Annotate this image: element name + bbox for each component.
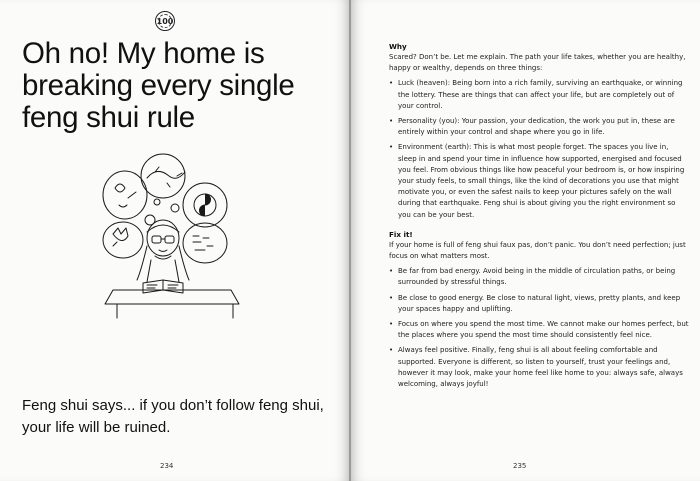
fix-list [389, 266, 689, 390]
page-title: Oh no! My home is breaking every single feng shui rule [22, 37, 295, 134]
page-badge: 100 [155, 11, 175, 31]
fix-intro: If your home is full of feng shui faux pas, don’t panic. You don’t need perfection; just focus on what matters most. [389, 240, 686, 261]
luck-bubble [103, 171, 147, 219]
list-item: • Be far from bad energy. Avoid being in the middle of circulation paths, or being surrounded by stressful things. [389, 266, 689, 288]
why-list [389, 78, 689, 220]
left-page [0, 0, 349, 481]
list-item: • Always feel positive. Finally, feng shui is all about feeling comfortable and supported. Everyone is different, so listen to yourself, trust your feelings and, however it may look, make your home feel like home to you: always safe, always welcoming, always joyful! [389, 345, 689, 390]
list-item: • Environment (earth): This is what most people forget. The spaces you live in, sleep in and spend your time in influence how supported, energised and focused you feel. From obvious things like how peaceful your bedroom is, or how inspiring your study feels, to small things, like the kind of decorations you use that might motivate you, or even the safest nails to keep your pictures safely on the wall during that earthquake. Feng shui is about giving you the right environment so you can be your best. [389, 142, 689, 220]
right-page [351, 0, 700, 481]
caption: Feng shui says... if you don’t follow feng shui, your life will be ruined. [22, 397, 324, 436]
feng-shui-illustration [95, 150, 255, 320]
article-body [389, 42, 689, 394]
list-item: • Luck (heaven): Being born into a rich family, surviving an earthquake, or winning the lottery. These are things that can affect your life, but are completely out of your control. [389, 78, 689, 112]
list-item: • Personality (you): Your passion, your dedication, the work you put in, these are entirely within your control and shape where you go in life. [389, 116, 689, 138]
page-number-right: 235 [513, 462, 527, 470]
fix-heading: Fix it! [389, 229, 413, 239]
list-item: • Be close to good energy. Be close to natural light, views, pretty plants, and keep your spaces happy and uplifting. [389, 293, 689, 315]
dragon-bubble [141, 154, 185, 198]
why-intro: Scared? Don’t be. Let me explain. The path your life takes, whether you are healthy, happy or wealthy, depends on three things: [389, 53, 686, 73]
why-heading: Why [389, 42, 407, 51]
list-item: • Focus on where you spend the most time. We cannot make our homes perfect, but the places where you spend the most time should consistently feel nice. [389, 319, 689, 341]
text-bubble [183, 223, 227, 263]
page-number-left: 234 [160, 462, 174, 470]
